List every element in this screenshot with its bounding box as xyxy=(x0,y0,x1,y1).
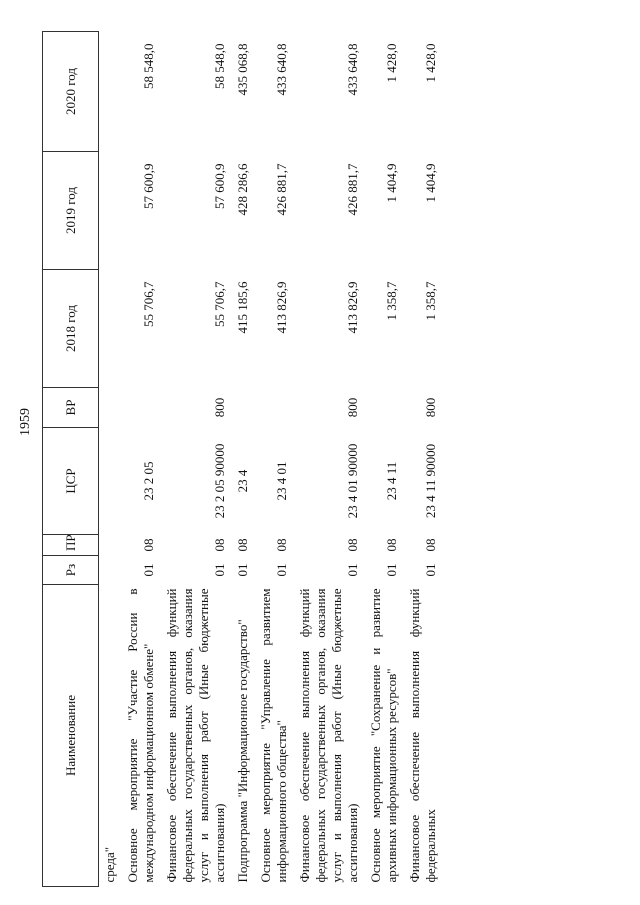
row-2019: 57 600,9 xyxy=(141,163,156,209)
row-2019: 426 881,7 xyxy=(274,163,289,216)
row-vr: 800 xyxy=(212,397,227,418)
row-csr xyxy=(99,428,123,535)
row-name: среда" xyxy=(102,846,117,883)
row-csr: 23 4 01 xyxy=(274,461,289,501)
budget-table-page xyxy=(42,32,598,887)
row-pr: 08 xyxy=(212,538,227,552)
row-rz: 01 xyxy=(235,563,250,577)
header-year-2018: 2018 год xyxy=(43,270,99,388)
row-vr xyxy=(255,388,294,428)
row-2020: 58 548,0 xyxy=(212,43,227,89)
row-2020: 435 068,8 xyxy=(235,43,250,96)
row-name: Основное мероприятие "Управление развитием информационного общества" xyxy=(258,588,289,883)
row-csr: 23 4 xyxy=(235,469,250,493)
row-rz: 01 xyxy=(384,563,399,577)
row-2020: 58 548,0 xyxy=(141,43,156,89)
row-name: Подпрограмма "Информационное государство" xyxy=(235,619,250,883)
row-name: Финансовое обеспечение выполнения функций федеральных государственных органов, оказания услуг и выполнения работ (Иные бюджетные ассигнования) xyxy=(164,588,227,883)
budget-table xyxy=(42,31,443,887)
row-name: Основное мероприятие "Участие России в международном информационном обмене" xyxy=(125,588,156,883)
row-pr: 08 xyxy=(274,538,289,552)
row-2019: 57 600,9 xyxy=(212,163,227,209)
table-row xyxy=(365,32,404,887)
row-vr xyxy=(232,388,255,428)
header-rz: Рз xyxy=(43,556,99,585)
row-vr xyxy=(99,388,123,428)
row-name: Финансовое обеспечение выполнения функций федеральных xyxy=(407,588,438,883)
table-header xyxy=(43,32,99,887)
row-2018: 1 358,7 xyxy=(423,281,438,321)
row-2019: 1 404,9 xyxy=(384,163,399,203)
row-2018: 415 185,6 xyxy=(235,281,250,334)
row-2019: 428 286,6 xyxy=(235,163,250,216)
header-year-2020: 2020 год xyxy=(43,32,99,152)
row-vr xyxy=(365,388,404,428)
row-2018: 55 706,7 xyxy=(212,281,227,327)
table-row xyxy=(294,32,365,887)
row-2019 xyxy=(99,152,123,270)
row-csr: 23 4 01 90000 xyxy=(345,443,360,519)
row-2020: 433 640,8 xyxy=(274,43,289,96)
header-vr: ВР xyxy=(43,388,99,428)
page-number: 1959 xyxy=(18,408,33,436)
row-csr: 23 4 11 90000 xyxy=(423,443,438,519)
row-csr: 23 4 11 xyxy=(384,461,399,501)
row-name: Основное мероприятие "Сохранение и развитие архивных информационных ресурсов" xyxy=(368,588,399,883)
header-year-2019: 2019 год xyxy=(43,152,99,270)
row-csr: 23 2 05 xyxy=(141,461,156,501)
row-csr: 23 2 05 90000 xyxy=(212,443,227,519)
table-body xyxy=(99,32,444,887)
row-pr: 08 xyxy=(235,538,250,552)
row-rz: 01 xyxy=(212,563,227,577)
table-row xyxy=(161,32,232,887)
header-csr: ЦСР xyxy=(43,428,99,535)
table-row xyxy=(99,32,123,887)
row-rz: 01 xyxy=(141,563,156,577)
row-2018 xyxy=(99,270,123,388)
row-pr: 08 xyxy=(141,538,156,552)
row-name: Финансовое обеспечение выполнения функций федеральных государственных органов, оказания услуг и выполнения работ (Иные бюджетные ассигнования) xyxy=(297,588,360,883)
table-row xyxy=(232,32,255,887)
row-pr: 08 xyxy=(345,538,360,552)
row-vr xyxy=(122,388,161,428)
row-2020 xyxy=(99,32,123,152)
row-rz: 01 xyxy=(274,563,289,577)
row-2020: 1 428,0 xyxy=(384,43,399,83)
table-row xyxy=(122,32,161,887)
header-pr: ПР xyxy=(43,535,99,556)
row-2018: 55 706,7 xyxy=(141,281,156,327)
row-pr: 08 xyxy=(423,538,438,552)
table-row xyxy=(404,32,443,887)
row-rz: 01 xyxy=(423,563,438,577)
header-name: Наименование xyxy=(43,585,99,887)
table-row xyxy=(255,32,294,887)
row-2018: 413 826,9 xyxy=(274,281,289,334)
row-rz xyxy=(99,556,123,585)
row-vr: 800 xyxy=(423,397,438,418)
row-vr: 800 xyxy=(345,397,360,418)
row-2020: 1 428,0 xyxy=(423,43,438,83)
row-2020: 433 640,8 xyxy=(345,43,360,96)
row-2019: 426 881,7 xyxy=(345,163,360,216)
row-2018: 1 358,7 xyxy=(384,281,399,321)
row-2019: 1 404,9 xyxy=(423,163,438,203)
row-2018: 413 826,9 xyxy=(345,281,360,334)
row-pr xyxy=(99,535,123,556)
row-rz: 01 xyxy=(345,563,360,577)
row-pr: 08 xyxy=(384,538,399,552)
header-row xyxy=(43,32,99,887)
